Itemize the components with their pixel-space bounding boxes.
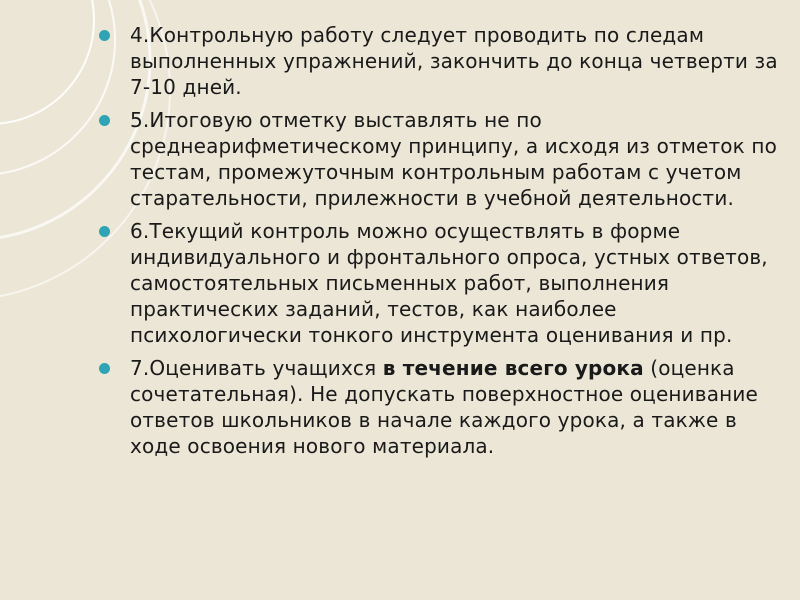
bullet-text [130,355,787,459]
bullet-item-6 [97,218,787,348]
bullet-text-start: 7.Оценивать учащихся [130,356,383,380]
bullet-item-7 [97,355,787,459]
bullet-text: 4.Контрольную работу следует проводить по следам выполненных упражнений, закончить до конца четверти за 7-10 дней. [130,23,778,99]
bullet-dot-icon [99,226,110,237]
bullet-item-4 [97,22,787,100]
bullet-text: 5.Итоговую отметку выставлять не по среднеарифметическому принципу, а исходя из отметок по тестам, промежуточным контрольным работам с учетом старательности, прилежности в учебной деятельности. [130,108,777,210]
bullet-text-emphasis: в течение всего урока [382,356,644,380]
bullet-item-5 [97,107,787,211]
bullet-list [97,22,787,459]
bullet-text: 6.Текущий контроль можно осуществлять в форме индивидуального и фронтального опроса, устных ответов, самостоятельных письменных работ, выполнения практических заданий, тестов, как наиболее психологически тонкого инструмента оценивания и пр. [130,219,768,347]
slide-content [97,22,787,466]
bullet-dot-icon [99,115,110,126]
bullet-dot-icon [99,30,110,41]
bullet-dot-icon [99,363,110,374]
bullet-text-end: (оценка сочетательная). Не допускать поверхностное оценивание ответов школьников в начале каждого урока, а также в ходе освоения нового материала. [130,356,758,458]
